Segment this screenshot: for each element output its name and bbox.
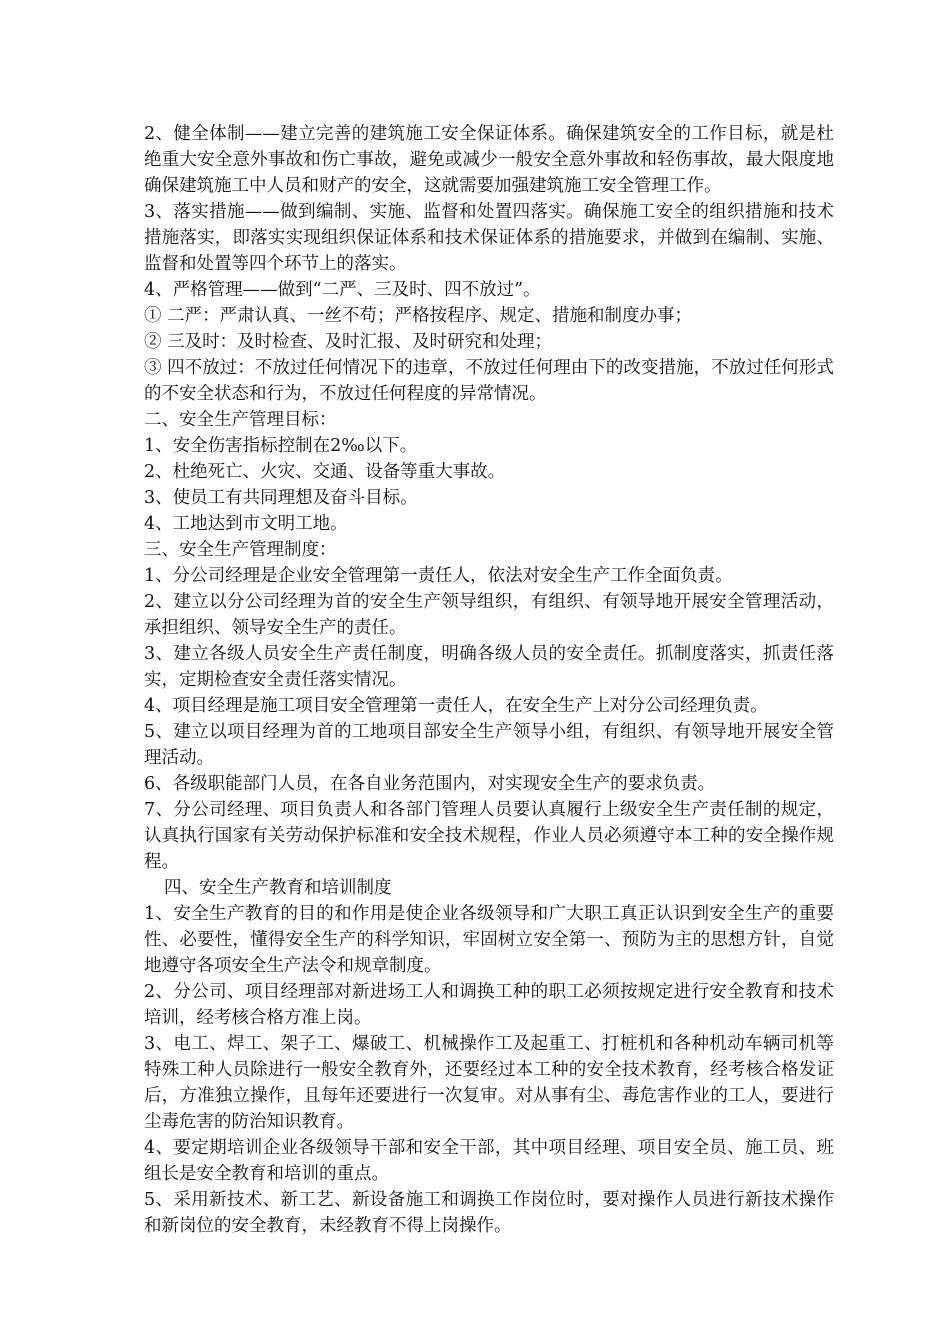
list-item: 4、工地达到市文明工地。 (144, 514, 348, 534)
list-item: 3、使员工有共同理想及奋斗目标。 (144, 488, 418, 508)
list-item: 2、杜绝死亡、火灾、交通、设备等重大事故。 (144, 462, 506, 482)
list-item: ② 三及时：及时检查、及时汇报、及时研究和处理； (144, 332, 553, 352)
section-heading: 四、安全生产教育和培训制度 (164, 878, 392, 898)
paragraph: 4、要定期培训企业各级领导干部和安全干部，其中项目经理、项目安全员、施工员、班组长是安全教育和培训的重点。 (144, 1138, 834, 1184)
paragraph: 3、建立各级人员安全生产责任制度，明确各级人员的安全责任。抓制度落实，抓责任落实，定期检查安全责任落实情况。 (144, 644, 834, 690)
section-heading: 二、安全生产管理目标： (144, 410, 337, 430)
paragraph: 4、严格管理——做到“二严、三及时、四不放过”。 (144, 280, 541, 300)
paragraph: 5、建立以项目经理为首的工地项目部安全生产领导小组，有组织、有领导地开展安全管理活动。 (144, 722, 834, 768)
paragraph: 5、采用新技术、新工艺、新设备施工和调换工作岗位时，要对操作人员进行新技术操作和新岗位的安全教育，未经教育不得上岗操作。 (144, 1190, 834, 1236)
paragraph: 1、分公司经理是企业安全管理第一责任人，依法对安全生产工作全面负责。 (144, 566, 733, 586)
paragraph: 4、项目经理是施工项目安全管理第一责任人，在安全生产上对分公司经理负责。 (144, 696, 768, 716)
list-item: ① 二严：严肃认真、一丝不苟；严格按程序、规定、措施和制度办事； (144, 306, 693, 326)
document-body (144, 121, 834, 1239)
paragraph: 1、安全生产教育的目的和作用是使企业各级领导和广大职工真正认识到安全生产的重要性、必要性，懂得安全生产的科学知识，牢固树立安全第一、预防为主的思想方针，自觉地遵守各项安全生产法令和规章制度。 (144, 904, 834, 976)
paragraph: 7、分公司经理、项目负责人和各部门管理人员要认真履行上级安全生产责任制的规定，认真执行国家有关劳动保护标准和安全技术规程，作业人员必须遵守本工种的安全操作规程。 (144, 800, 834, 872)
paragraph: 3、电工、焊工、架子工、爆破工、机械操作工及起重工、打桩机和各种机动车辆司机等特殊工种人员除进行一般安全教育外，还要经过本工种的安全技术教育，经考核合格发证后，方准独立操作，且每年还要进行一次复审。对从事有尘、毒危害作业的工人，要进行尘毒危害的防治知识教育。 (144, 1034, 834, 1132)
list-item: 1、安全伤害指标控制在2‰以下。 (144, 436, 418, 456)
paragraph: 2、建立以分公司经理为首的安全生产领导组织，有组织、有领导地开展安全管理活动，承担组织、领导安全生产的责任。 (144, 592, 834, 638)
list-item: ③ 四不放过：不放过任何情况下的违章，不放过任何理由下的改变措施，不放过任何形式的不安全状态和行为，不放过任何程度的异常情况。 (144, 358, 834, 404)
paragraph: 2、健全体制——建立完善的建筑施工安全保证体系。确保建筑安全的工作目标，就是杜绝重大安全意外事故和伤亡事故，避免或减少一般安全意外事故和轻伤事故，最大限度地确保建筑施工中人员和财产的安全，这就需要加强建筑施工安全管理工作。 (144, 124, 834, 196)
paragraph: 3、落实措施——做到编制、实施、监督和处置四落实。确保施工安全的组织措施和技术措施落实，即落实实现组织保证体系和技术保证体系的措施要求，并做到在编制、实施、监督和处置等四个环节上的落实。 (144, 202, 834, 274)
section-heading: 三、安全生产管理制度： (144, 540, 337, 560)
paragraph: 2、分公司、项目经理部对新进场工人和调换工种的职工必须按规定进行安全教育和技术培训，经考核合格方准上岗。 (144, 982, 834, 1028)
paragraph: 6、各级职能部门人员，在各自业务范围内，对实现安全生产的要求负责。 (144, 774, 716, 794)
